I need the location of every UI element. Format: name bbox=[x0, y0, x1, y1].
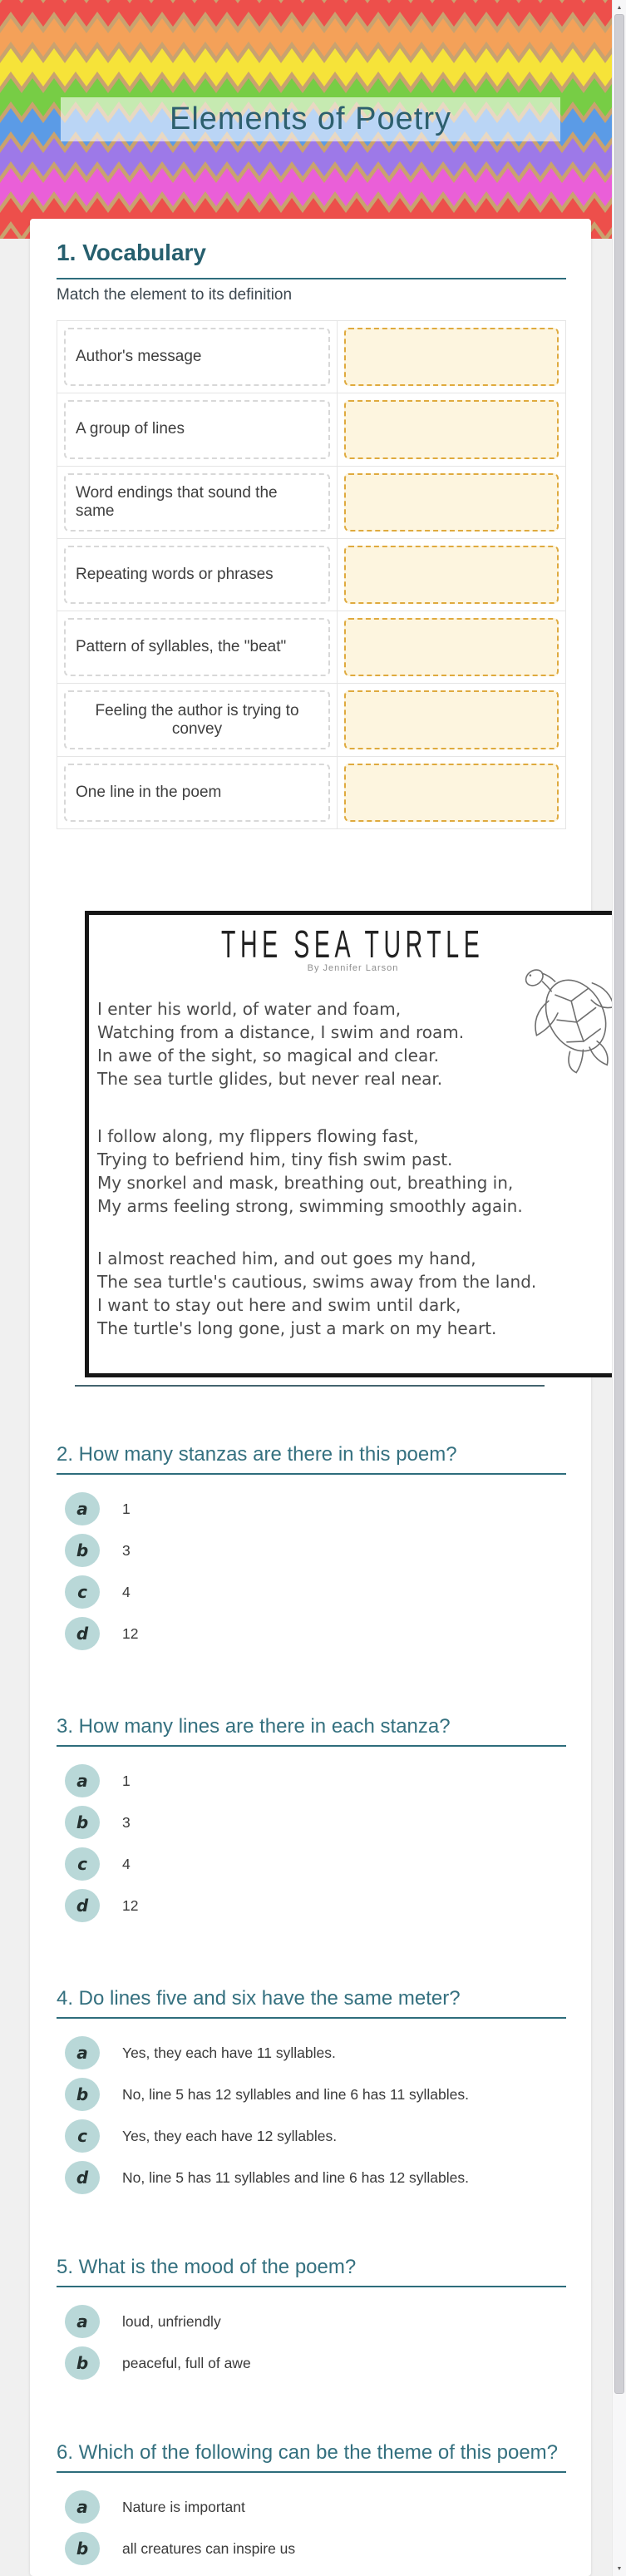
question-title: 3. How many lines are there in each stanza? bbox=[57, 1713, 566, 1747]
answer-option-b[interactable] bbox=[57, 2532, 566, 2565]
poem-stanza bbox=[97, 997, 464, 1090]
option-letter-badge[interactable]: b bbox=[65, 2346, 100, 2380]
option-text: 3 bbox=[122, 1541, 131, 1559]
answer-option-c[interactable] bbox=[57, 1847, 566, 1881]
option-text: peaceful, full of awe bbox=[122, 2354, 251, 2371]
option-letter-badge[interactable]: a bbox=[65, 1764, 100, 1797]
poem-line: My snorkel and mask, breathing out, breathing in, bbox=[97, 1173, 514, 1193]
option-letter-badge[interactable]: a bbox=[65, 2305, 100, 2338]
option-letter-badge[interactable]: b bbox=[65, 1534, 100, 1567]
answer-option-d[interactable] bbox=[57, 2161, 566, 2194]
option-letter-badge[interactable]: d bbox=[65, 1889, 100, 1922]
match-drop-zone[interactable] bbox=[344, 328, 559, 386]
question-block-5 bbox=[57, 2254, 566, 2388]
question-block-2 bbox=[57, 1441, 566, 1659]
match-term-cell bbox=[57, 539, 338, 611]
poem-line: The sea turtle's cautious, swims away from the land. bbox=[97, 1272, 537, 1292]
options-list bbox=[57, 2490, 566, 2565]
match-drop-cell bbox=[338, 321, 565, 393]
option-letter-badge[interactable]: c bbox=[65, 1847, 100, 1881]
answer-option-a[interactable] bbox=[57, 1764, 566, 1797]
answer-option-a[interactable] bbox=[57, 2490, 566, 2524]
answer-option-a[interactable] bbox=[57, 2036, 566, 2069]
match-term-cell bbox=[57, 393, 338, 465]
poem-line: The sea turtle glides, but never real near. bbox=[97, 1069, 443, 1089]
vocabulary-instruction: Match the element to its definition bbox=[57, 286, 293, 304]
match-term-cell bbox=[57, 684, 338, 755]
option-text: 4 bbox=[122, 1583, 131, 1600]
match-row bbox=[57, 757, 565, 828]
worksheet-title-band bbox=[61, 97, 560, 141]
match-term-label: Word endings that sound the same bbox=[76, 483, 278, 520]
option-letter-badge[interactable]: a bbox=[65, 1492, 100, 1525]
options-list bbox=[57, 2305, 566, 2380]
option-letter-badge[interactable]: a bbox=[65, 2036, 100, 2069]
answer-option-d[interactable] bbox=[57, 1617, 566, 1650]
match-term-draggable[interactable] bbox=[64, 328, 330, 386]
option-letter-badge[interactable]: c bbox=[65, 1575, 100, 1609]
answer-option-b[interactable] bbox=[57, 2346, 566, 2380]
poem-line: Watching from a distance, I swim and roam. bbox=[97, 1022, 465, 1042]
question-block-6 bbox=[57, 2440, 566, 2574]
match-drop-zone[interactable] bbox=[344, 400, 559, 458]
poem-line: I enter his world, of water and foam, bbox=[97, 999, 402, 1019]
poem-line: I follow along, my flippers flowing fast, bbox=[97, 1126, 419, 1146]
answer-option-b[interactable] bbox=[57, 1806, 566, 1839]
answer-option-d[interactable] bbox=[57, 1889, 566, 1922]
answer-option-c[interactable] bbox=[57, 2119, 566, 2153]
poem-image bbox=[85, 911, 621, 1377]
match-term-cell bbox=[57, 321, 338, 393]
rainbow-chevron-banner bbox=[0, 0, 626, 239]
match-drop-zone[interactable] bbox=[344, 690, 559, 749]
scroll-down-arrow-icon[interactable]: ▼ bbox=[616, 2565, 623, 2572]
option-text: all creatures can inspire us bbox=[122, 2539, 296, 2557]
question-block-4 bbox=[57, 1985, 566, 2203]
vocabulary-heading: 1. Vocabulary bbox=[57, 240, 207, 265]
match-term-label: Author's message bbox=[76, 348, 202, 366]
match-term-draggable[interactable] bbox=[64, 546, 330, 604]
match-drop-cell bbox=[338, 467, 565, 538]
match-drop-zone[interactable] bbox=[344, 546, 559, 604]
match-term-label: A group of lines bbox=[76, 420, 185, 438]
match-row bbox=[57, 321, 565, 393]
option-letter-badge[interactable]: c bbox=[65, 2119, 100, 2153]
answer-option-c[interactable] bbox=[57, 1575, 566, 1609]
options-list bbox=[57, 2036, 566, 2194]
poem-line: The turtle's long gone, just a mark on my heart. bbox=[97, 1318, 497, 1338]
poem-stanza bbox=[97, 1247, 536, 1340]
sea-turtle-icon bbox=[515, 944, 624, 1080]
match-row bbox=[57, 684, 565, 756]
option-text: No, line 5 has 12 syllables and line 6 has 11 syllables. bbox=[122, 2085, 470, 2103]
option-letter-badge[interactable]: a bbox=[65, 2490, 100, 2524]
match-drop-zone[interactable] bbox=[344, 764, 559, 822]
option-letter-badge[interactable]: b bbox=[65, 2078, 100, 2111]
match-term-draggable[interactable] bbox=[64, 618, 330, 676]
scrollbar-thumb[interactable] bbox=[614, 14, 624, 2394]
option-letter-badge[interactable]: d bbox=[65, 1617, 100, 1650]
poem-stanza bbox=[97, 1125, 523, 1218]
match-term-label: Pattern of syllables, the "beat" bbox=[76, 638, 287, 656]
match-drop-cell bbox=[338, 611, 565, 683]
scrollbar[interactable] bbox=[612, 0, 626, 2576]
option-letter-badge[interactable]: b bbox=[65, 1806, 100, 1839]
match-term-cell bbox=[57, 467, 338, 538]
poem-title: THE SEA TURTLE bbox=[221, 922, 485, 966]
poem-line: I want to stay out here and swim until dark, bbox=[97, 1295, 461, 1315]
question-block-3 bbox=[57, 1713, 566, 1931]
option-text: Yes, they each have 12 syllables. bbox=[122, 2127, 338, 2144]
option-text: 3 bbox=[122, 1813, 131, 1831]
poem-block-underline bbox=[75, 1385, 545, 1387]
match-drop-cell bbox=[338, 393, 565, 465]
match-drop-cell bbox=[338, 684, 565, 755]
option-text: 12 bbox=[122, 1624, 139, 1642]
match-table bbox=[57, 320, 566, 829]
options-list bbox=[57, 1764, 566, 1922]
option-text: 1 bbox=[122, 1500, 131, 1517]
match-term-draggable[interactable] bbox=[64, 473, 330, 532]
option-text: Yes, they each have 11 syllables. bbox=[122, 2044, 336, 2061]
option-text: No, line 5 has 11 syllables and line 6 has 12 syllables. bbox=[122, 2168, 470, 2186]
match-term-draggable[interactable] bbox=[64, 764, 330, 822]
question-title: 2. How many stanzas are there in this poem? bbox=[57, 1441, 566, 1475]
answer-option-b[interactable] bbox=[57, 1534, 566, 1567]
match-row bbox=[57, 393, 565, 466]
match-row bbox=[57, 611, 565, 684]
option-text: loud, unfriendly bbox=[122, 2312, 221, 2330]
answer-option-a[interactable] bbox=[57, 2305, 566, 2338]
worksheet-title: Elements of Poetry bbox=[169, 101, 452, 136]
match-term-draggable[interactable] bbox=[64, 690, 330, 749]
option-text: 1 bbox=[122, 1772, 131, 1789]
match-drop-zone[interactable] bbox=[344, 618, 559, 676]
match-row bbox=[57, 539, 565, 611]
option-letter-badge[interactable]: d bbox=[65, 2161, 100, 2194]
option-text: 4 bbox=[122, 1855, 131, 1872]
answer-option-b[interactable] bbox=[57, 2078, 566, 2111]
poem-line: My arms feeling strong, swimming smoothly again. bbox=[97, 1196, 523, 1216]
poem-line: I almost reached him, and out goes my hand, bbox=[97, 1248, 476, 1268]
match-term-label: Feeling the author is trying to convey bbox=[95, 701, 299, 738]
match-term-cell bbox=[57, 757, 338, 828]
match-drop-cell bbox=[338, 539, 565, 611]
match-drop-cell bbox=[338, 757, 565, 828]
answer-option-a[interactable] bbox=[57, 1492, 566, 1525]
question-title: 6. Which of the following can be the theme of this poem? bbox=[57, 2440, 566, 2473]
match-term-label: Repeating words or phrases bbox=[76, 565, 274, 583]
option-text: Nature is important bbox=[122, 2498, 245, 2515]
poem-line: In awe of the sight, so magical and clear. bbox=[97, 1046, 439, 1066]
poem-line: Trying to befriend him, tiny fish swim past. bbox=[97, 1150, 453, 1169]
vocabulary-heading-underline bbox=[57, 278, 566, 279]
poem-byline: By Jennifer Larson bbox=[307, 963, 399, 973]
scroll-up-arrow-icon[interactable]: ▲ bbox=[616, 4, 623, 11]
match-row bbox=[57, 467, 565, 539]
match-term-draggable[interactable] bbox=[64, 400, 330, 458]
option-letter-badge[interactable]: b bbox=[65, 2532, 100, 2565]
question-title: 5. What is the mood of the poem? bbox=[57, 2254, 566, 2287]
question-title: 4. Do lines five and six have the same meter? bbox=[57, 1985, 566, 2019]
options-list bbox=[57, 1492, 566, 1650]
option-text: 12 bbox=[122, 1896, 139, 1914]
match-term-cell bbox=[57, 611, 338, 683]
match-drop-zone[interactable] bbox=[344, 473, 559, 532]
match-term-label: One line in the poem bbox=[76, 783, 222, 801]
